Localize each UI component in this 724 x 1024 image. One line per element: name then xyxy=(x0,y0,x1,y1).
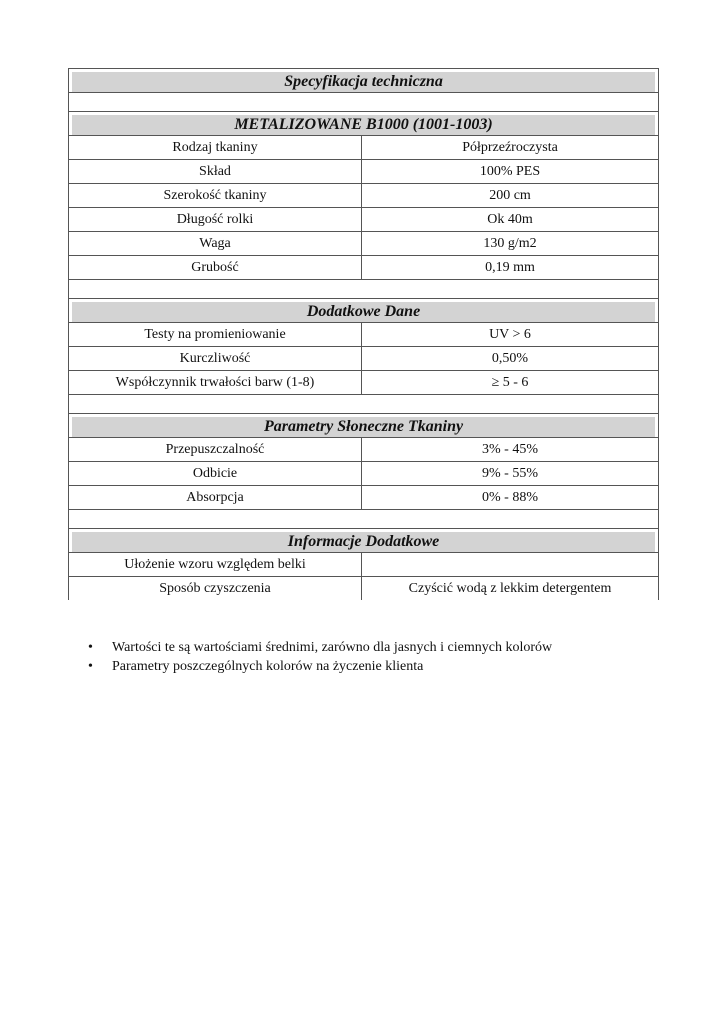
row-label: Skład xyxy=(69,160,362,184)
table-row xyxy=(69,184,659,208)
title-row xyxy=(69,69,659,93)
solar-heading: Parametry Słoneczne Tkaniny xyxy=(72,417,655,437)
section-header-row xyxy=(69,529,659,553)
row-value: 0,50% xyxy=(362,347,659,371)
section-header-row xyxy=(69,414,659,438)
row-label: Waga xyxy=(69,232,362,256)
row-value: 0% - 88% xyxy=(362,486,659,510)
spacer-row xyxy=(69,510,659,529)
row-label: Testy na promieniowanie xyxy=(69,323,362,347)
spacer-row xyxy=(69,280,659,299)
row-value: Ok 40m xyxy=(362,208,659,232)
product-heading: METALIZOWANE B1000 (1001-1003) xyxy=(72,115,655,135)
note-text: Wartości te są wartościami średnimi, zarówno dla jasnych i ciemnych kolorów xyxy=(112,640,553,655)
bullet-icon: • xyxy=(88,640,93,655)
row-label: Współczynnik trwałości barw (1-8) xyxy=(69,371,362,395)
table-row xyxy=(69,232,659,256)
note-text: Parametry poszczególnych kolorów na życzenie klienta xyxy=(112,659,424,674)
section-header-row xyxy=(69,112,659,136)
row-value: Czyścić wodą z lekkim detergentem xyxy=(362,577,659,601)
table-row xyxy=(69,323,659,347)
additional-info-heading: Informacje Dodatkowe xyxy=(72,532,655,552)
list-item xyxy=(88,638,688,657)
table-row xyxy=(69,256,659,280)
row-value: 130 g/m2 xyxy=(362,232,659,256)
table-row xyxy=(69,577,659,601)
table-row xyxy=(69,462,659,486)
row-label: Absorpcja xyxy=(69,486,362,510)
table-row xyxy=(69,160,659,184)
row-label: Kurczliwość xyxy=(69,347,362,371)
row-label: Grubość xyxy=(69,256,362,280)
row-label: Długość rolki xyxy=(69,208,362,232)
table-title: Specyfikacja techniczna xyxy=(72,72,655,92)
row-value: 0,19 mm xyxy=(362,256,659,280)
row-value: Półprzeźroczysta xyxy=(362,136,659,160)
row-label: Rodzaj tkaniny xyxy=(69,136,362,160)
table-row xyxy=(69,347,659,371)
section-header-row xyxy=(69,299,659,323)
row-value: 3% - 45% xyxy=(362,438,659,462)
spacer-row xyxy=(69,395,659,414)
table-row xyxy=(69,438,659,462)
row-label: Ułożenie wzoru względem belki xyxy=(69,553,362,577)
row-value: UV > 6 xyxy=(362,323,659,347)
spacer-row xyxy=(69,93,659,112)
table-row xyxy=(69,208,659,232)
list-item xyxy=(88,657,688,676)
extra-data-heading: Dodatkowe Dane xyxy=(72,302,655,322)
row-value xyxy=(362,553,659,577)
row-value: 9% - 55% xyxy=(362,462,659,486)
bullet-icon: • xyxy=(88,659,93,674)
row-value: 200 cm xyxy=(362,184,659,208)
row-label: Sposób czyszczenia xyxy=(69,577,362,601)
table-row xyxy=(69,486,659,510)
row-value: ≥ 5 - 6 xyxy=(362,371,659,395)
spec-table xyxy=(68,68,658,600)
table-row xyxy=(69,136,659,160)
row-label: Szerokość tkaniny xyxy=(69,184,362,208)
table-row xyxy=(69,553,659,577)
row-label: Odbicie xyxy=(69,462,362,486)
row-value: 100% PES xyxy=(362,160,659,184)
notes-list xyxy=(88,638,688,676)
row-label: Przepuszczalność xyxy=(69,438,362,462)
table-row xyxy=(69,371,659,395)
